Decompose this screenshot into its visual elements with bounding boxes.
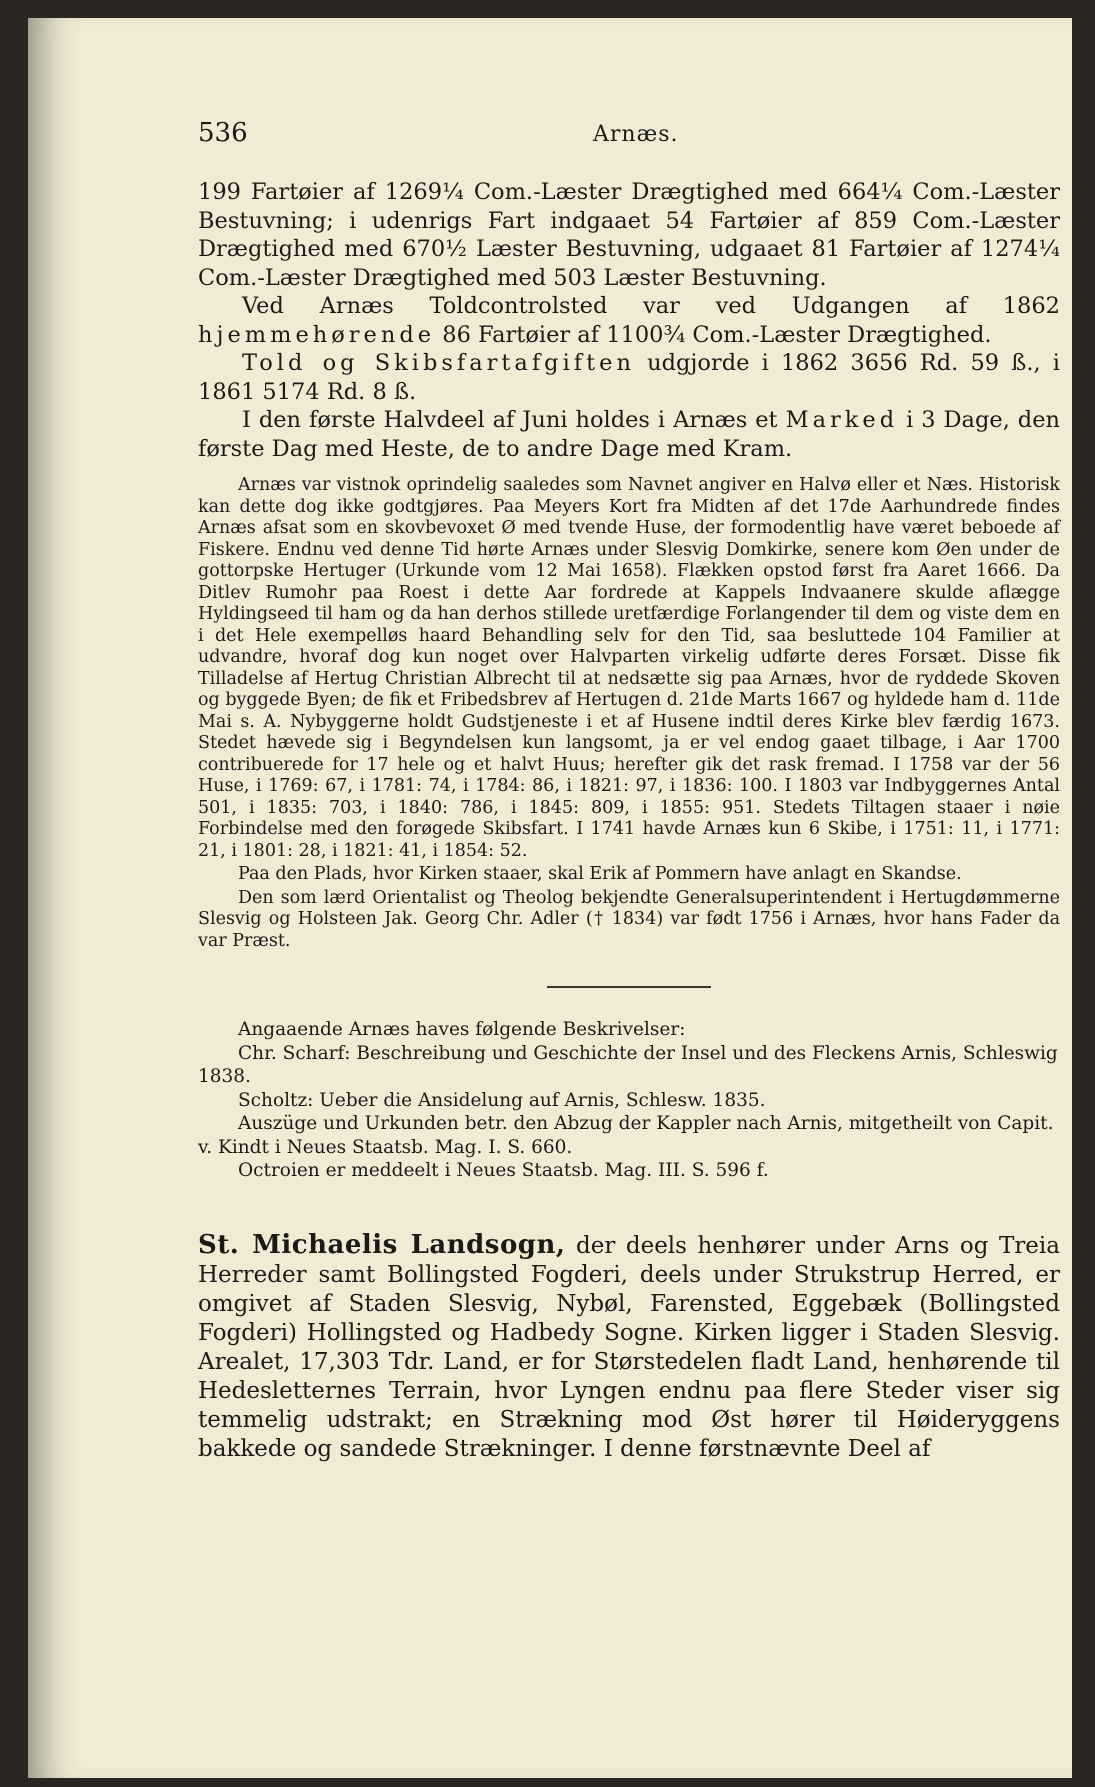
section-title: St. Michaelis Landsogn, (198, 1229, 566, 1260)
reference-item: Octroien er meddeelt i Neues Staatsb. Mag. III. S. 596 f. (238, 1160, 769, 1181)
paragraph-history: Arnæs var vistnok oprindelig saaledes som Navnet angiver en Halvø eller et Næs. Historisk kan dette dog ikke godtgjøres. Paa Meyers Kort fra Midten af det 17de Aarhundrede findes Arnæs afsat som en skovbevoxet Ø med tvende Huse, der formodentlig have været beboede af Fiskere. Endnu ved denne Tid hørte Arnæs under Slesvig Domkirke, senere kom Øen under de gottorpske Hertuger (Urkunde vom 12 Mai 1658). Flækken opstod først fra Aaret 1666. Da Ditlev Rumohr paa Roest i dette Aar fordrede at Kappels Indvaanere skulde aflægge Hyldingseed til ham og da han derhos stillede uretfærdige Forlangender til dem og viste dem en i det Hele exempelløs haard Behandling selv for den Tid, saa besluttede 104 Familier at udvandre, hvoraf dog kun noget over Halvparten virkelig udførte deres Forsæt. Disse fik Tilladelse af Hertug Christian Albrecht til at nedsætte sig paa Arnæs, hvor de ryddede Skoven og byggede Byen; de fik et Fribedsbrev af Hertugen d. 21de Marts 1667 og hyldede ham d. 11de Mai s. A. Nybyggerne holdt Gudstjeneste i et af Husene indtil deres Kirke blev færdig 1673. Stedet hævede sig i Begyndelsen kun langsomt, ja er vel endog gaaet tilbage, i Aar 1700 contribuerede for 17 hele og et halvt Huus; herefter gik det rask fremad. I 1758 var der 56 Huse, i 1769: 67, i 1781: 74, i 1784: 86, i 1821: 97, i 1836: 100. I 1803 var Indbyggernes Antal 501, i 1835: 703, i 1840: 786, i 1845: 809, i 1855: 951. Stedets Tiltagen staaer i nøie Forbindelse med den forøgede Skibsfart. I 1741 havde Arnæs kun 6 Skibe, i 1751: 11, i 1771: 21, i 1801: 28, i 1821: 41, i 1854: 52. (198, 475, 1060, 861)
reference-item: Chr. Scharf: Beschreibung und Geschichte der Insel und des Fleckens Arnis, Schleswig 1838. (198, 1042, 1058, 1087)
main-text (198, 178, 1060, 463)
history-notes (198, 475, 1060, 952)
page-number: 536 (198, 118, 248, 148)
text-run: i 3 Dage, den første Dag med Heste, de to andre Dage med Kram. (198, 407, 1061, 462)
reference-item: Scholtz: Ueber die Ansidelung auf Arnis, Schlesw. 1835. (238, 1089, 766, 1111)
spaced-term: Marked (785, 407, 899, 433)
section-st-michaelis (198, 1231, 1060, 1464)
section-paragraph (198, 1231, 1060, 1464)
book-page (28, 18, 1072, 1778)
reference-item: Auszüge und Urkunden betr. den Abzug der Kappler nach Arnis, mitgetheilt von Capit. v. Kindt i Neues Staatsb. Mag. I. S. 660. (198, 1113, 1054, 1158)
reference-item: Angaaende Arnæs haves følgende Beskrivelser: (238, 1019, 686, 1040)
paragraph-market (198, 406, 1060, 463)
page-content (198, 118, 1060, 1464)
text-run: udgjorde i 1862 3656 Rd. 59 ß., i 1861 5174 Rd. 8 ß. (198, 350, 1060, 405)
spaced-term: hjemmehørende (198, 321, 436, 348)
text-run: 86 Fartøier af 1100¾ Com.-Læster Drægtighed. (442, 321, 992, 348)
page-header (198, 118, 1060, 178)
paragraph-adler: Den som lærd Orientalist og Theolog bekjendte Generalsuperintendent i Hertugdømmerne Slesvig og Holsteen Jak. Georg Chr. Adler († 1834) var født 1756 i Arnæs, hvor hans Fader da var Præst. (198, 887, 1060, 951)
paragraph-church-site: Paa den Plads, hvor Kirken staaer, skal Erik af Pommern have anlagt en Skandse. (238, 864, 962, 884)
text-run: Ved Arnæs Toldcontrolsted var ved Udgangen af 1862 (242, 293, 1060, 319)
paragraph-customs-station (198, 292, 1060, 349)
paragraph-shipping-stats: 199 Fartøier af 1269¼ Com.-Læster Drægtighed med 664¼ Com.-Læster Bestuvning; i udenrigs Fart indgaaet 54 Fartøier af 859 Com.-Læster Drægtighed med 670½ Læster Bestuvning, udgaaet 81 Fartøier af 1274¼ Com.-Læster Drægtighed med 503 Læster Bestuvning. (198, 179, 1060, 291)
paragraph-customs-revenue (198, 349, 1060, 406)
running-title: Arnæs. (593, 122, 679, 147)
section-body: der deels henhører under Arns og Treia Herreder samt Bollingsted Fogderi, deels under Strukstrup Herred, er omgivet af Staden Slesvig, Nybøl, Farensted, Eggebæk (Bollingsted Fogderi) Hollingsted og Hadbedy Sogne. Kirken ligger i Staden Slesvig. Arealet, 17,303 Tdr. Land, er for Størstedelen fladt Land, henhørende til Hedesletternes Terrain, hvor Lyngen endnu paa flere Steder viser sig temmelig udstrakt; en Strækning mod Øst hører til Høideryggens bakkede og sandede Strækninger. I denne førstnævnte Deel af (198, 1232, 1060, 1462)
spaced-term: Told og Skibsfartafgiften (242, 350, 635, 376)
section-divider (547, 986, 711, 988)
references-list (198, 1018, 1060, 1183)
text-run: I den første Halvdeel af Juni holdes i Arnæs et (242, 407, 778, 433)
